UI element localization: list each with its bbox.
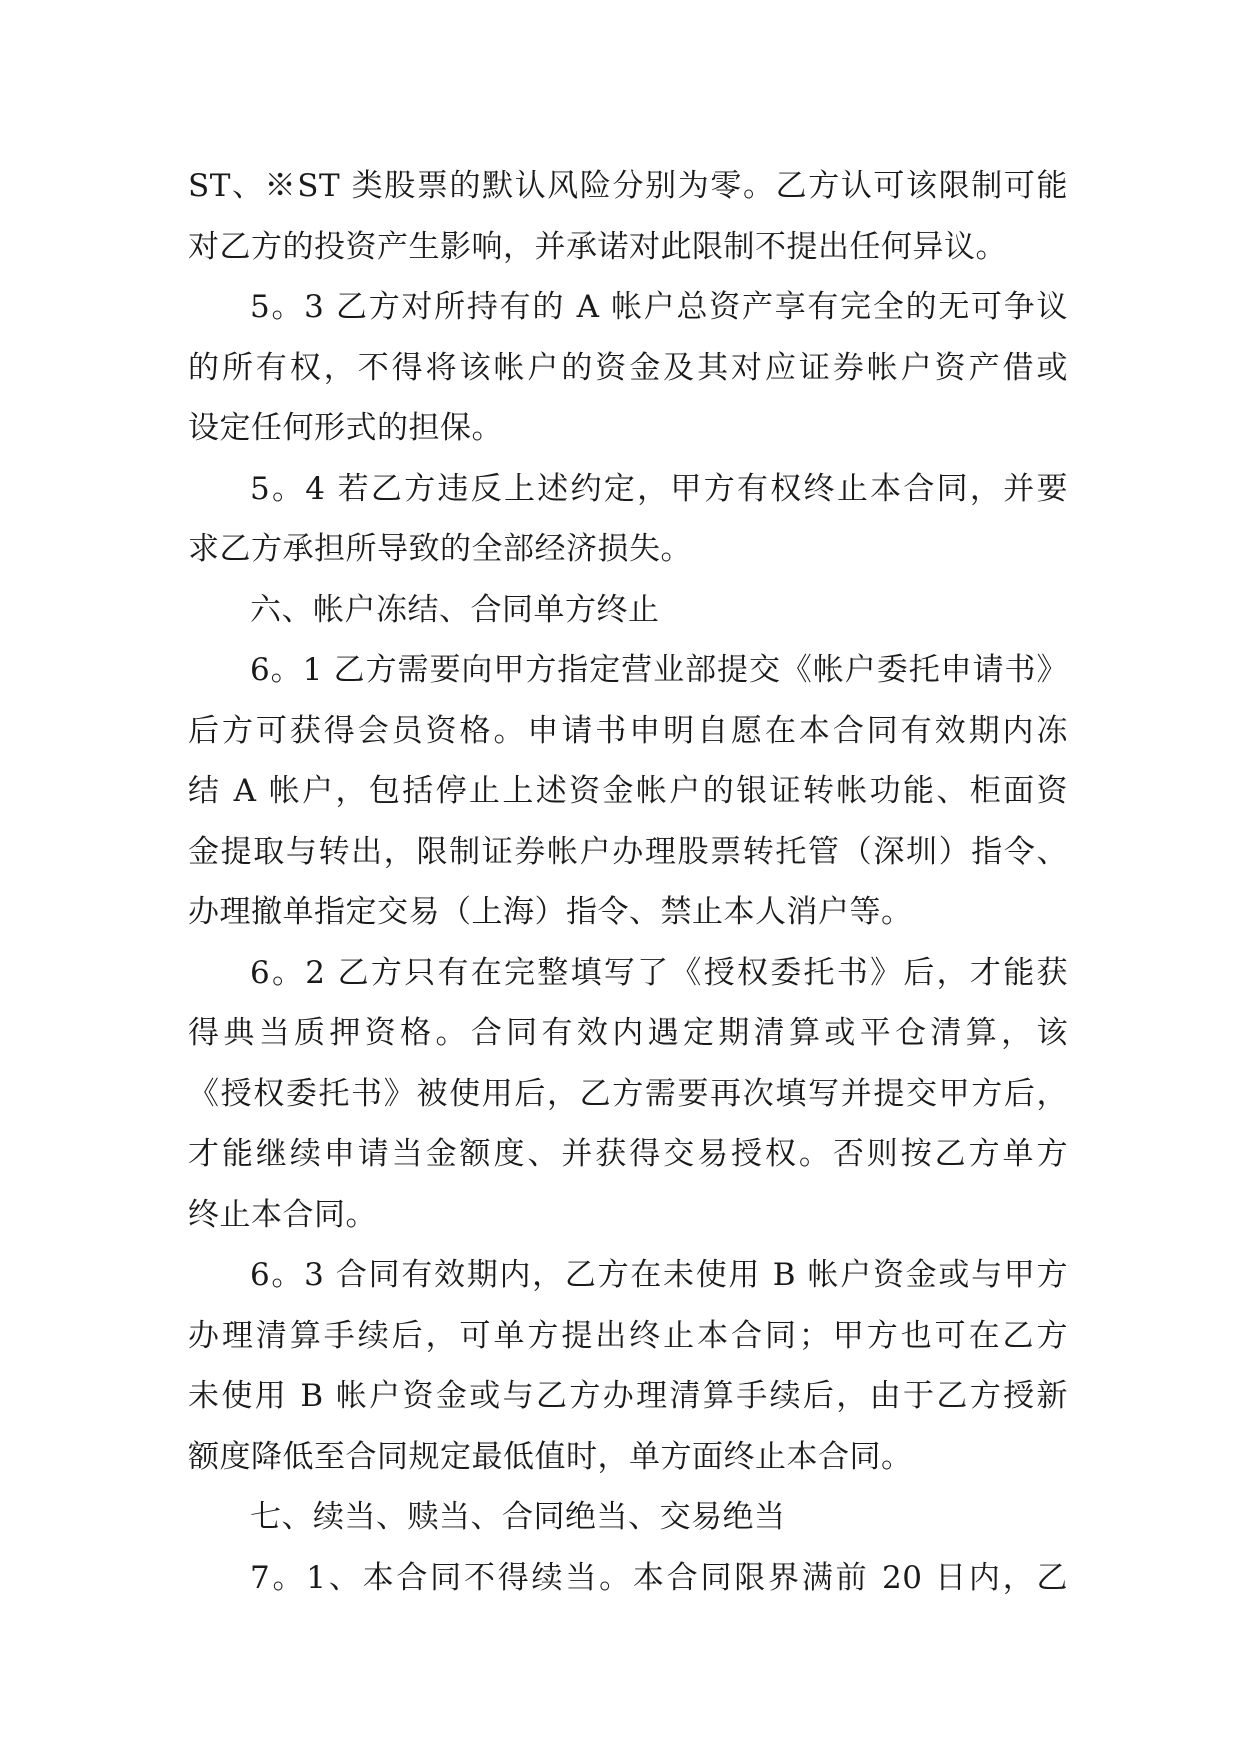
text-line: 六、帐户冻结、合同单方终止: [250, 591, 660, 628]
text-line: 6。1 乙方需要向甲方指定营业部提交《帐户委托申请书》: [250, 652, 1068, 688]
text-line: 得典当质押资格。合同有效内遇定期清算或平仓清算，该: [188, 1015, 1068, 1051]
text-line: 办理撤单指定交易（上海）指令、禁止本人消户等。: [188, 894, 913, 930]
text-line: ST、※ST 类股票的默认风险分别为零。乙方认可该限制可能: [188, 168, 1068, 204]
text-line: 《授权委托书》被使用后，乙方需要再次填写并提交甲方后，: [188, 1075, 1068, 1112]
text-line: 求乙方承担所导致的全部经济损失。: [188, 531, 692, 567]
text-line: 5。4 若乙方违反上述约定，甲方有权终止本合同，并要: [250, 470, 1068, 507]
text-line: 对乙方的投资产生影响，并承诺对此限制不提出任何异议。: [188, 228, 1007, 265]
text-line: 6。3 合同有效期内，乙方在未使用 B 帐户资金或与甲方: [250, 1257, 1068, 1293]
text-line: 6。2 乙方只有在完整填写了《授权委托书》后，才能获: [250, 954, 1068, 991]
document-body: [188, 156, 1068, 1608]
text-line: 的所有权，不得将该帐户的资金及其对应证券帐户资产借或: [188, 349, 1068, 386]
text-line: 七、续当、赎当、合同绝当、交易绝当: [250, 1499, 786, 1535]
text-line: 后方可获得会员资格。申请书申明自愿在本合同有效期内冻: [188, 712, 1068, 749]
text-line: 5。3 乙方对所持有的 A 帐户总资产享有完全的无可争议: [250, 289, 1068, 325]
text-line: 终止本合同。: [188, 1196, 377, 1233]
text-line: 才能继续申请当金额度、并获得交易授权。否则按乙方单方: [188, 1136, 1068, 1172]
text-line: 额度降低至合同规定最低值时，单方面终止本合同。: [188, 1438, 913, 1475]
text-line: 7。1、本合同不得续当。本合同限界满前 20 日内，乙: [250, 1559, 1068, 1596]
text-line: 结 A 帐户，包括停止上述资金帐户的银证转帐功能、柜面资: [188, 773, 1068, 809]
text-line: 设定任何形式的担保。: [188, 410, 503, 446]
text-line: 办理清算手续后，可单方提出终止本合同；甲方也可在乙方: [188, 1317, 1068, 1354]
text-line: 未使用 B 帐户资金或与乙方办理清算手续后，由于乙方授新: [188, 1378, 1068, 1414]
text-line: 金提取与转出，限制证券帐户办理股票转托管（深圳）指令、: [188, 833, 1068, 870]
